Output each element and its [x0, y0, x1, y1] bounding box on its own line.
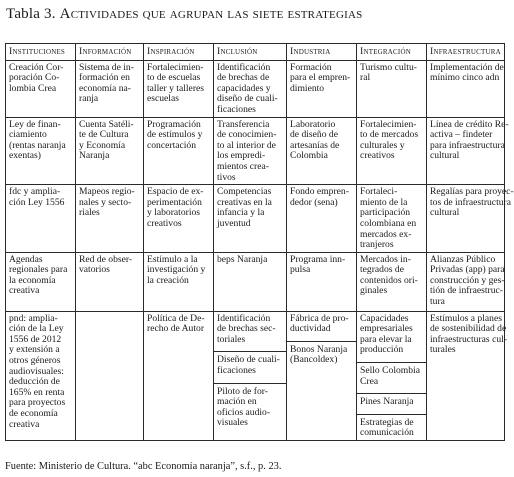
cell-line: contenidos ori- — [360, 274, 418, 286]
cell-line: infraestructuras cul- — [430, 333, 507, 345]
cell-line: ficaciones — [217, 365, 256, 377]
cell-line: cultural — [430, 207, 460, 219]
cell-line: mercados ex- — [360, 228, 412, 240]
cell-line: Línea de crédito Re- — [430, 118, 509, 130]
cell-line: vatorios — [79, 264, 110, 276]
cell-line: Política de De- — [147, 312, 205, 324]
cell-inspiracion — [144, 185, 214, 253]
table-row — [6, 185, 505, 253]
cell-line: Creación Cor- — [9, 61, 64, 73]
table-row — [6, 252, 505, 311]
cell-line: Red de obser- — [79, 253, 133, 265]
cell-line: (rentas naranja — [9, 139, 66, 151]
cell-line: la economía — [9, 274, 56, 286]
cell-line: audiovisuales: — [9, 365, 64, 377]
cell-line: Estímulos a planes — [430, 312, 502, 324]
cell-line: formación en — [79, 72, 130, 84]
source-note: Fuente: Ministerio de Cultura. “abc Economía naranja”, s.f., p. 23. — [5, 461, 282, 472]
cell-line: Transferencia — [217, 118, 270, 130]
cell-line: to de mercados — [360, 129, 419, 141]
header-row — [6, 44, 505, 61]
cell-line: 165% en renta — [9, 386, 65, 398]
cell-line: tión de infraestruc- — [430, 285, 503, 297]
cell-instituciones — [6, 185, 76, 253]
cell-line: de conocimien- — [217, 129, 277, 141]
table-row — [6, 60, 505, 117]
cell-line: activa – findeter — [430, 129, 493, 141]
cell-line: Sello Colombia — [360, 365, 420, 377]
cell-line: toriales — [217, 333, 246, 345]
cell-line: ranja — [79, 93, 99, 105]
header-inspiracion: Inspiración — [144, 44, 214, 61]
cell-line: artesanías de — [290, 139, 340, 151]
cell-line: Ley de finan- — [9, 118, 61, 130]
cell-line: y extensión a — [9, 344, 60, 356]
cell-infraestructura — [427, 117, 509, 185]
cell-line: Estímulo a la — [147, 253, 198, 265]
cell-line: Implementación de — [430, 61, 504, 73]
cell-line: ductividad — [290, 323, 331, 335]
cell-line: deducción de — [9, 376, 60, 388]
cell-line: para proyectos — [9, 397, 66, 409]
header-instituciones: Instituciones — [6, 44, 76, 61]
cell-inclusion — [214, 185, 287, 253]
cell-inspiracion — [144, 60, 214, 117]
sub-item — [357, 362, 426, 387]
cell-line: Regalías para proyec- — [430, 186, 514, 198]
cell-line: Fortalecimien- — [360, 118, 417, 130]
cell-line: perimentación — [147, 196, 202, 208]
cell-line: comunicación — [360, 427, 414, 439]
cell-line: Programación — [147, 118, 201, 130]
cell-line: Cuenta Satéli- — [79, 118, 134, 130]
table-row — [6, 311, 505, 440]
cell-line: te de Cultura — [79, 129, 129, 141]
cell-line: Privadas (app) para — [430, 264, 505, 276]
cell-line: de estímulos y — [147, 129, 203, 141]
cell-informacion — [76, 252, 144, 311]
cell-line: Fortaleci- — [360, 186, 398, 198]
cell-line: Mapeos regio- — [79, 186, 135, 198]
cell-line: tura — [430, 296, 445, 308]
cell-line: Agendas — [9, 253, 43, 265]
cell-line: Naranja — [79, 150, 110, 162]
cell-line: ciamiento — [9, 129, 47, 141]
cell-informacion — [76, 117, 144, 185]
cell-line: Competencias — [217, 186, 272, 198]
cell-infraestructura — [427, 185, 514, 253]
cell-integracion — [357, 60, 427, 117]
cell-line: mínimo cinco adn — [430, 72, 500, 84]
cell-instituciones — [6, 117, 76, 185]
sub-item — [214, 314, 286, 346]
cell-line: para el empren- — [290, 72, 351, 84]
cell-line: visuales — [217, 417, 248, 429]
strategies-table — [5, 43, 514, 441]
cell-informacion — [76, 311, 144, 440]
sub-item — [214, 383, 286, 429]
cell-line: capacidades y — [217, 82, 271, 94]
cell-line: dedor (sena) — [290, 196, 338, 208]
cell-line: creativas en la — [217, 196, 272, 208]
cell-infraestructura — [427, 252, 505, 311]
cell-line: riales — [79, 207, 100, 219]
cell-line: Identificación — [217, 312, 271, 324]
cell-line: 1556 de 2012 — [9, 333, 62, 345]
cell-line: nales y secto- — [79, 196, 132, 208]
cell-line: poración Co- — [9, 72, 60, 84]
cell-line: ginales — [360, 285, 388, 297]
cell-line: juventud — [217, 217, 251, 229]
cell-line: de sostenibilidad de — [430, 323, 507, 335]
cell-line: ral — [360, 72, 371, 84]
cell-line: tos de infraestructura — [430, 196, 511, 208]
cell-line: construcción y ges- — [430, 274, 505, 286]
cell-integracion — [357, 117, 427, 185]
cell-industria — [287, 117, 357, 185]
caption-prefix: Tabla 3. — [6, 6, 56, 22]
sub-item — [357, 414, 426, 439]
cell-line: los empredi- — [217, 150, 266, 162]
cell-line: ción Ley 1556 — [9, 196, 65, 208]
cell-line: to al interior de — [217, 139, 276, 151]
cell-integracion — [357, 311, 427, 440]
cell-line: mación en — [217, 396, 257, 408]
cell-line: de diseño de — [290, 129, 338, 141]
header-integracion: Integración — [357, 44, 427, 61]
cell-line: y laboratorios — [147, 207, 201, 219]
cell-inspiracion — [144, 311, 214, 440]
cell-line: ficaciones — [217, 103, 256, 115]
cell-line: regionales para — [9, 264, 68, 276]
cell-line: ción de la Ley — [9, 323, 64, 335]
cell-line: Pines Naranja — [360, 396, 414, 408]
cell-line: turales — [430, 344, 456, 356]
cell-line: miento de la — [360, 196, 408, 208]
cell-line: Fábrica de pro- — [290, 312, 349, 324]
cell-line: Crea — [360, 375, 379, 387]
cell-line: de brechas de — [217, 72, 270, 84]
cell-line: tegrados de — [360, 264, 404, 276]
cell-line: Laboratorio — [290, 118, 336, 130]
cell-line: Espacio de ex- — [147, 186, 204, 198]
cell-inclusion — [214, 60, 287, 117]
cell-industria — [287, 252, 357, 311]
cell-line: fdc y amplia- — [9, 186, 61, 198]
header-infraestructura: Infraestructura — [427, 44, 505, 61]
cell-line: concertación — [147, 139, 197, 151]
cell-line: beps Naranja — [217, 253, 268, 265]
cell-line: pulsa — [290, 264, 311, 276]
header-inclusion: Inclusión — [214, 44, 287, 61]
cell-line: diseño de cuali- — [217, 93, 278, 105]
cell-inclusion — [214, 252, 287, 311]
sub-item — [287, 314, 356, 335]
cell-industria — [287, 60, 357, 117]
cell-line: Capacidades — [360, 312, 409, 324]
sub-item — [287, 341, 356, 366]
cell-line: Estrategias de — [360, 416, 414, 428]
cell-industria — [287, 185, 357, 253]
cell-instituciones — [6, 252, 76, 311]
cell-integracion — [357, 185, 427, 253]
table-caption — [6, 6, 362, 23]
sub-item — [357, 393, 426, 408]
cell-line: pnd: amplia- — [9, 312, 58, 324]
cell-line: dimiento — [290, 82, 325, 94]
cell-line: cultural — [430, 150, 460, 162]
header-informacion: Información — [76, 44, 144, 61]
cell-line: creativos — [360, 150, 395, 162]
sub-item — [357, 314, 426, 356]
header-industria: Industria — [287, 44, 357, 61]
cell-line: creativa — [9, 418, 40, 430]
cell-line: escuelas — [147, 93, 179, 105]
cell-instituciones — [6, 60, 76, 117]
cell-line: investigación y — [147, 264, 206, 276]
cell-line: tranjeros — [360, 239, 394, 251]
cell-informacion — [76, 60, 144, 117]
cell-line: participación — [360, 207, 411, 219]
cell-line: Fondo empren- — [290, 186, 349, 198]
cell-line: otros géneros — [9, 355, 61, 367]
cell-line: exentas) — [9, 150, 41, 162]
cell-line: la creación — [147, 274, 189, 286]
cell-line: y Economía — [79, 139, 126, 151]
cell-line: producción — [360, 344, 404, 356]
cell-line: economía na- — [79, 82, 131, 94]
cell-line: Alianzas Público — [430, 253, 496, 265]
cell-inclusion — [214, 311, 287, 440]
cell-line: to de escuelas — [147, 72, 201, 84]
cell-line: culturales y — [360, 139, 405, 151]
cell-line: taller y talleres — [147, 82, 205, 94]
cell-line: para elevar la — [360, 333, 412, 345]
sub-item — [214, 351, 286, 376]
cell-line: lombia Crea — [9, 82, 57, 94]
cell-line: tivos — [217, 171, 236, 183]
cell-line: Fortalecimien- — [147, 61, 204, 73]
cell-line: Identificación — [217, 61, 271, 73]
cell-line: Piloto de for- — [217, 385, 268, 397]
cell-line: Turismo cultu- — [360, 61, 417, 73]
cell-line: creativos — [147, 217, 182, 229]
sub-item — [427, 312, 507, 356]
table-row — [6, 117, 505, 185]
cell-line: (Bancoldex) — [290, 354, 338, 366]
cell-inspiracion — [144, 252, 214, 311]
cell-line: para infraestructura — [430, 139, 505, 151]
cell-line: Diseño de cuali- — [217, 354, 280, 366]
cell-line: empresariales — [360, 323, 413, 335]
cell-informacion — [76, 185, 144, 253]
cell-inclusion — [214, 117, 287, 185]
cell-line: Programa inn- — [290, 253, 346, 265]
cell-infraestructura — [427, 311, 505, 440]
cell-line: recho de Autor — [147, 323, 205, 335]
cell-line: de economía — [9, 408, 58, 420]
cell-line: oficios audio- — [217, 406, 271, 418]
cell-line: colombiana en — [360, 217, 417, 229]
cell-line: Bonos Naranja — [290, 343, 348, 355]
cell-infraestructura — [427, 60, 505, 117]
cell-integracion — [357, 252, 427, 311]
cell-line: de brechas sec- — [217, 323, 276, 335]
cell-line: Colombia — [290, 150, 328, 162]
cell-instituciones — [6, 311, 76, 440]
cell-line: creativa — [9, 285, 40, 297]
caption-title: Actividades que agrupan las siete estrategias — [59, 6, 363, 22]
cell-line: Mercados in- — [360, 253, 411, 265]
cell-line: mientos crea- — [217, 160, 269, 172]
cell-line: Formación — [290, 61, 332, 73]
cell-line: infancia y la — [217, 207, 265, 219]
cell-industria — [287, 311, 357, 440]
cell-line: Sistema de in- — [79, 61, 134, 73]
cell-inspiracion — [144, 117, 214, 185]
